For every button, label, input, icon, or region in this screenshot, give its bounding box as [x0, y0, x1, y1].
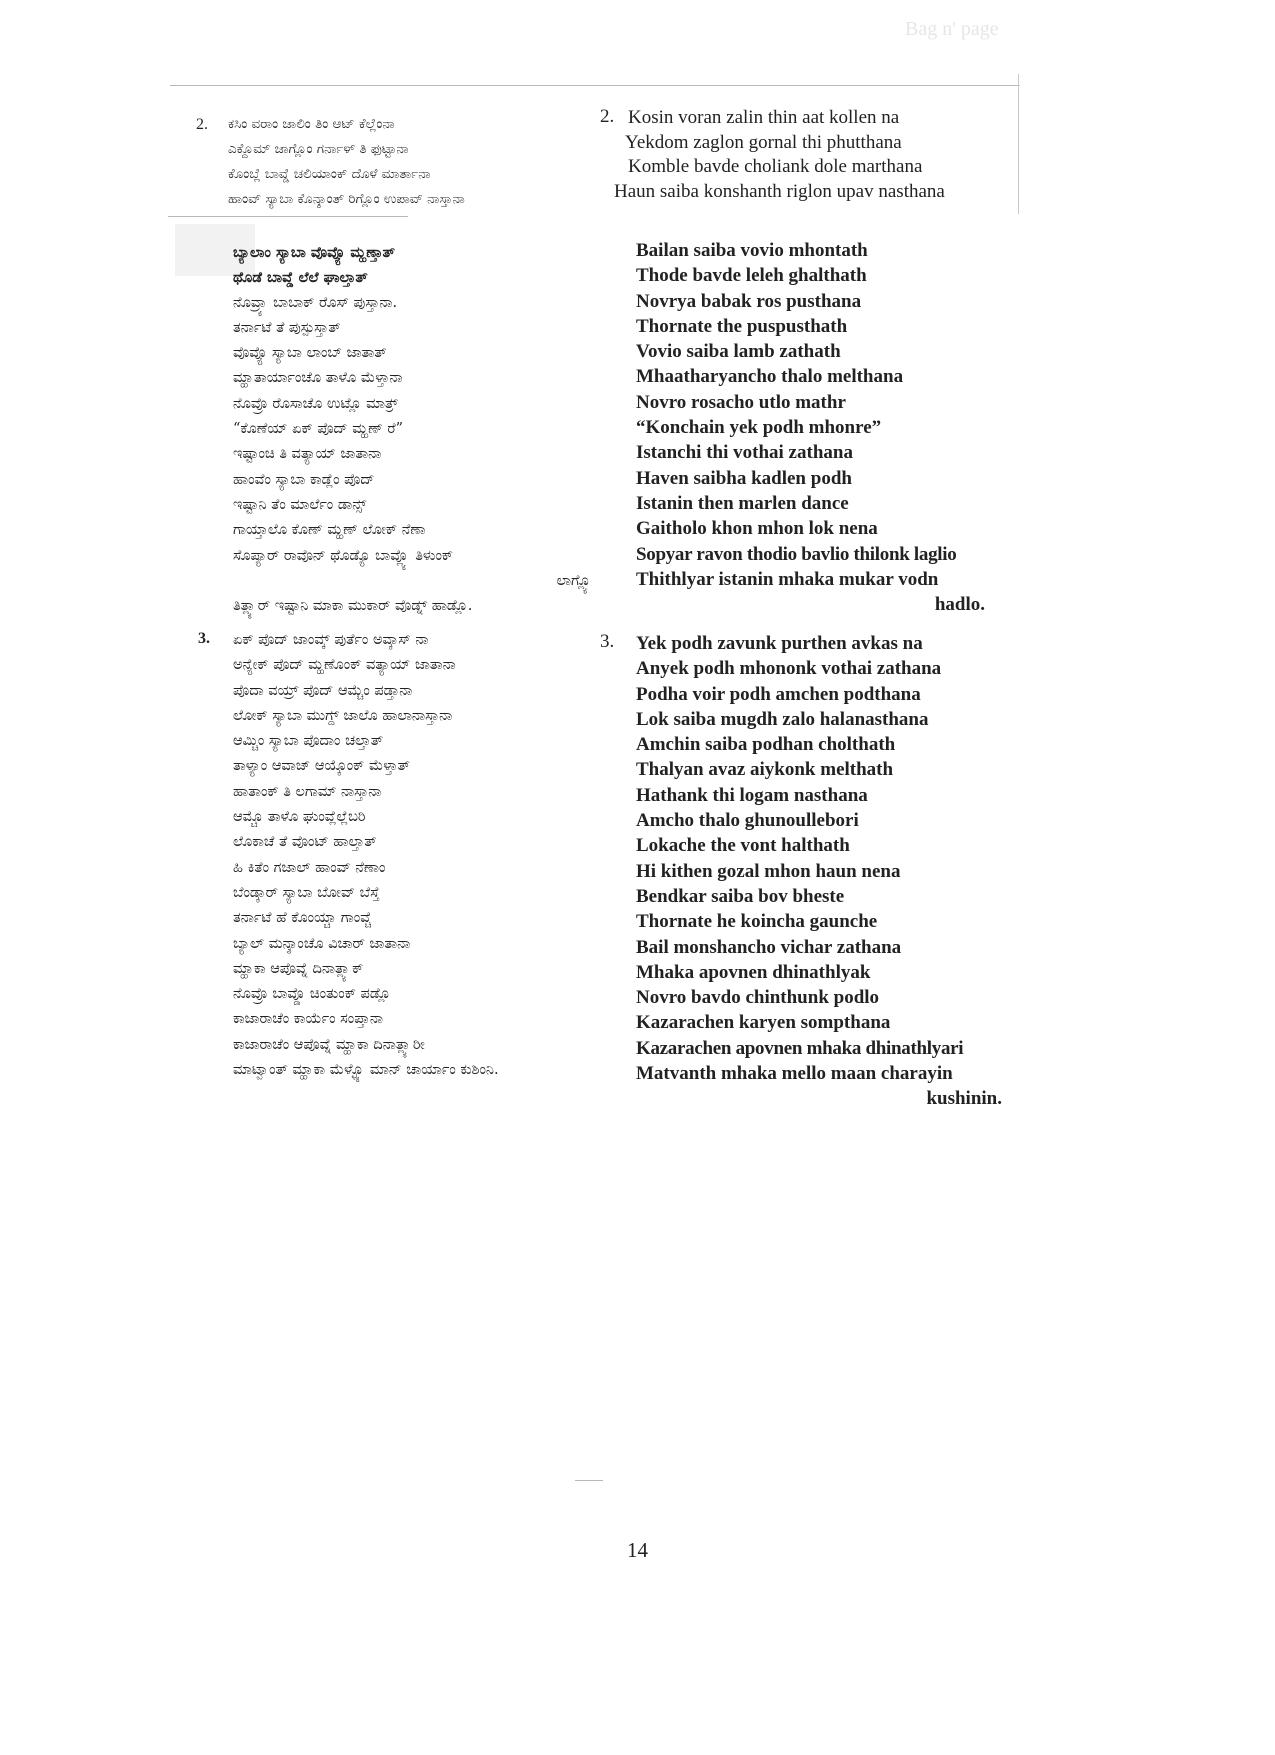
kannada-line: ಎಕ್ದೊಮ್ ಜಾಗ್ಲೊಂ ಗರ್ನಾಳ್ ತಿ ಫುಟ್ಟಾನಾ	[228, 141, 409, 157]
kannada-line: ತಾಳ್ಯಾಂ ಆವಾಜ್ ಆಯ್ಕೊಂಕ್ ಮೆಳ್ತಾತ್	[233, 758, 410, 775]
verse-number: 3.	[198, 630, 210, 647]
kannada-line: ನೊವ್ರೊ ರೊಸಾಚೊ ಉಟ್ಲೊ ಮಾತ್ರ್	[233, 395, 399, 412]
roman-line: Thornate the puspusthath	[636, 315, 848, 337]
kannada-verse-3	[198, 628, 598, 1083]
roman-line: Kazarachen apovnen mhaka dhinathlyari	[636, 1037, 964, 1059]
kannada-line: ಹಾಂವೆಂ ಸ್ಯಾಬಾ ಕಾಡ್ಲೆಂ ಪೊದ್	[233, 471, 375, 488]
roman-line: Amchin saiba podhan cholthath	[636, 734, 896, 756]
kannada-line: ಕೊಂಬ್ಲೆ ಬಾವ್ಡೆ ಚಲಿಯಾಂಕ್ ದೊಳೆ ಮಾರ್ತಾನಾ	[228, 166, 431, 182]
roman-line: hadlo.	[934, 594, 985, 616]
kannada-line: ಬ್ಯಾಲಾಂ ಸ್ಯಾಬಾ ವೊವ್ಯೊ ಮ್ಹಣ್ತಾತ್	[233, 244, 395, 261]
roman-line: “Konchain yek podh mhonre”	[636, 417, 882, 439]
roman-line: Mhaatharyancho thalo melthana	[636, 366, 904, 388]
roman-line: Bail monshancho vichar zathana	[636, 936, 902, 958]
kannada-line: ಹಾತಾಂಕ್ ತಿ ಲಗಾಮ್ ನಾಸ್ತಾನಾ	[233, 783, 382, 800]
kannada-line: ಮ್ಹಾತಾರ್ಯಾಂಚೊ ತಾಳೊ ಮೆಳ್ತಾನಾ	[233, 370, 403, 387]
roman-verse-2	[600, 106, 1020, 204]
kannada-line: ಥೊಡೆ ಬಾವ್ಡೆ ಲೆಲೆ ಘಾಲ್ತಾತ್	[233, 269, 368, 287]
kannada-line: ಪೊದಾ ವಯ್ರ್ ಪೊದ್ ಆಮ್ಚೆಂ ಪಡ್ತಾನಾ	[233, 682, 413, 699]
roman-line: Bendkar saiba bov bheste	[636, 885, 845, 907]
roman-line: Sopyar ravon thodio bavlio thilonk laglio	[636, 543, 957, 565]
roman-line: Novrya babak ros pusthana	[636, 290, 862, 312]
roman-line: Yekdom zaglon gornal thi phutthana	[625, 131, 902, 153]
roman-line: Vovio saiba lamb zathath	[636, 341, 841, 363]
roman-line: Thalyan avaz aiykonk melthath	[636, 759, 894, 781]
roman-line: Anyek podh mhononk vothai zathana	[636, 658, 942, 680]
kannada-line: ನೊವ್ರ್ಯಾ ಬಾಬಾಕ್ ರೊಸ್ ಪುಸ್ತಾನಾ.	[233, 294, 398, 311]
kannada-line: ಲಾಗ್ಲ್ಯೊ	[556, 572, 593, 589]
bottom-rule	[575, 1480, 603, 1481]
kannada-line: ಇಷ್ಟಾನಿ ತೆಂ ಮಾರ್ಲೆಂ ಡಾನ್ಸ್	[233, 496, 367, 513]
roman-line: Gaitholo khon mhon lok nena	[636, 518, 878, 540]
roman-line: Amcho thalo ghunoullebori	[636, 810, 859, 832]
kannada-line: ಆಮ್ಚೊ ತಾಳೊ ಘುಂವ್ಲೆಲ್ಲೆಬರಿ	[233, 809, 366, 826]
faint-corner-mark: Bag n' page	[905, 18, 999, 40]
kannada-line: ಇಷ್ಟಾಂಚಿ ತಿ ವತ್ಯಾಯ್ ಜಾತಾನಾ	[233, 446, 382, 463]
roman-line: Novro rosacho utlo mathr	[636, 391, 846, 413]
roman-line: Kazarachen karyen sompthana	[636, 1012, 891, 1034]
kannada-line: ಲೊಕಾಚೆ ತೆ ವೊಂಟ್ ಹಾಲ್ತಾತ್	[233, 834, 377, 851]
block-top-rule	[168, 216, 408, 217]
kannada-chorus-block	[233, 240, 593, 619]
roman-line: Komble bavde choliank dole marthana	[628, 156, 923, 177]
kannada-line: ಮಾಟ್ವಾಂತ್ ಮ್ಹಾಕಾ ಮೆಳ್ಳ್ಯೊ ಮಾನ್ ಚಾರ್ಯಾಂ ಕುಶಿಂನಿ.	[233, 1062, 499, 1079]
roman-line: Thithlyar istanin mhaka mukar vodn	[636, 568, 939, 590]
kannada-line: ತರ್ನಾಟೆ ಹೆ ಕೊಂಯ್ಚಾ ಗಾಂವ್ಚೆ	[233, 910, 372, 927]
roman-line: Mhaka apovnen dhinathlyak	[636, 961, 871, 983]
kannada-line: ಬೆಂಡ್ಕಾರ್ ಸ್ಯಾಬಾ ಬೋವ್ ಬೆಸ್ತೆ	[233, 884, 380, 901]
kannada-line: ಲೋಕ್ ಸ್ಯಾಬಾ ಮುಗ್ದ್ ಜಾಲೊ ಹಾಲಾನಾಸ್ತಾನಾ	[233, 707, 453, 724]
kannada-line: ತಿತ್ಲ್ಯಾರ್ ಇಷ್ಟಾನಿ ಮಾಕಾ ಮುಕಾರ್ ವೊಡ್ನ್ ಹಾಡ್ಲೊ.	[233, 598, 473, 615]
roman-line: Matvanth mhaka mello maan charayin	[636, 1063, 953, 1085]
kannada-line: ಏಕ್ ಪೊದ್ ಜಾಂವ್ಕ್ ಪುರ್ತೆಂ ಅವ್ಕಾಸ್ ನಾ	[233, 632, 429, 648]
roman-chorus-block	[636, 238, 1001, 617]
kannada-line: ಕಸಿಂ ವರಾಂ ಜಾಲಿಂ ತಿಂ ಆಟ್ ಕೆಲ್ಲೆಂನಾ	[228, 116, 395, 132]
kannada-line: ಕಾಜಾರಾಚೆಂ ಆಪೊವ್ನೆ ಮ್ಹಾಕಾ ದಿನಾತ್ಲ್ಯಾರೀ	[233, 1036, 425, 1053]
kannada-line: ಮ್ಹಾಕಾ ಆಪೊವ್ನೆ ದಿನಾತ್ಲ್ಯಾಕ್	[233, 960, 364, 977]
kannada-line: ಹಿ ಕಿತೆಂ ಗಜಾಲ್ ಹಾಂವ್ ನೆಣಾಂ	[233, 859, 386, 876]
verse-number: 2.	[196, 116, 208, 133]
top-rule	[170, 85, 1020, 86]
roman-line: Kosin voran zalin thin aat kollen na	[628, 107, 900, 128]
roman-line: Thornate he koincha gaunche	[636, 911, 878, 933]
roman-line: Bailan saiba vovio mhontath	[636, 240, 868, 261]
roman-line: Hathank thi logam nasthana	[636, 784, 868, 806]
roman-line: Lokache the vont halthath	[636, 835, 850, 857]
kannada-line: ತರ್ನಾಟೆ ತೆ ಪುಸ್ಪುಸ್ತಾತ್	[233, 319, 341, 336]
kannada-line: ನೊವ್ರೊ ಬಾವ್ಡೊ ಚಿಂತುಂಕ್ ಪಡ್ಲೊ	[233, 986, 391, 1003]
kannada-line: ಅನ್ಯೇಕ್ ಪೊದ್ ಮ್ಹಣೊಂಕ್ ವತ್ಯಾಯ್ ಜಾತಾನಾ	[233, 657, 456, 674]
roman-line: Lok saiba mugdh zalo halanasthana	[636, 708, 929, 730]
roman-verse-3	[600, 631, 1020, 1112]
kannada-line: ಕಾಜಾರಾಚೆಂ ಕಾರ್ಯೆಂ ಸಂಪ್ತಾನಾ	[233, 1011, 384, 1028]
verse-number: 3.	[600, 631, 615, 652]
kannada-line: “ಕೊಣೆಯ್ ಏಕ್ ಪೊದ್ ಮ್ಹಣ್ ರೆ”	[233, 421, 404, 438]
roman-line: Novro bavdo chinthunk podlo	[636, 987, 880, 1009]
roman-line: Istanin then marlen dance	[636, 492, 849, 514]
kannada-verse-2	[196, 112, 596, 212]
verse-number: 2.	[600, 106, 615, 127]
roman-line: Podha voir podh amchen podthana	[636, 683, 921, 705]
kannada-line: ಆಮ್ಚಿಂ ಸ್ಯಾಬಾ ಪೊದಾಂ ಚಲ್ತಾತ್	[233, 733, 384, 750]
roman-line: Hi kithen gozal mhon haun nena	[636, 860, 901, 882]
kannada-line: ಗಾಯ್ತಾಲೊ ಕೊಣ್ ಮ್ಹಣ್ ಲೋಕ್ ನೆಣಾ	[233, 522, 426, 539]
page-number: 14	[627, 1538, 648, 1562]
kannada-line: ಸೊಪ್ಯಾರ್ ರಾವೊನ್ ಥೊಡ್ಯೊ ಬಾವ್ಲ್ಯೊ ತಿಳುಂಕ್	[233, 547, 454, 564]
roman-line: Istanchi thi vothai zathana	[636, 442, 853, 464]
roman-line: Haven saibha kadlen podh	[636, 467, 852, 489]
kannada-line: ಬ್ಯಾಲ್ ಮನ್ಶಾಂಚೊ ವಿಚಾರ್ ಜಾತಾನಾ	[233, 935, 411, 952]
kannada-line: ವೊವ್ಯೊ ಸ್ಯಾಬಾ ಲಾಂಬ್ ಜಾತಾತ್	[233, 345, 387, 362]
kannada-line: ಹಾಂವ್ ಸ್ಯಾಬಾ ಕೊನ್ಶಾಂತ್ ರಿಗ್ಲೊಂ ಉಪಾವ್ ನಾಸ್ತಾನಾ	[228, 191, 465, 207]
roman-line: Haun saiba konshanth riglon upav nasthana	[614, 180, 945, 202]
roman-line: Yek podh zavunk purthen avkas na	[636, 633, 923, 654]
roman-line: Thode bavde leleh ghalthath	[636, 265, 867, 287]
roman-line: kushinin.	[926, 1088, 1002, 1110]
